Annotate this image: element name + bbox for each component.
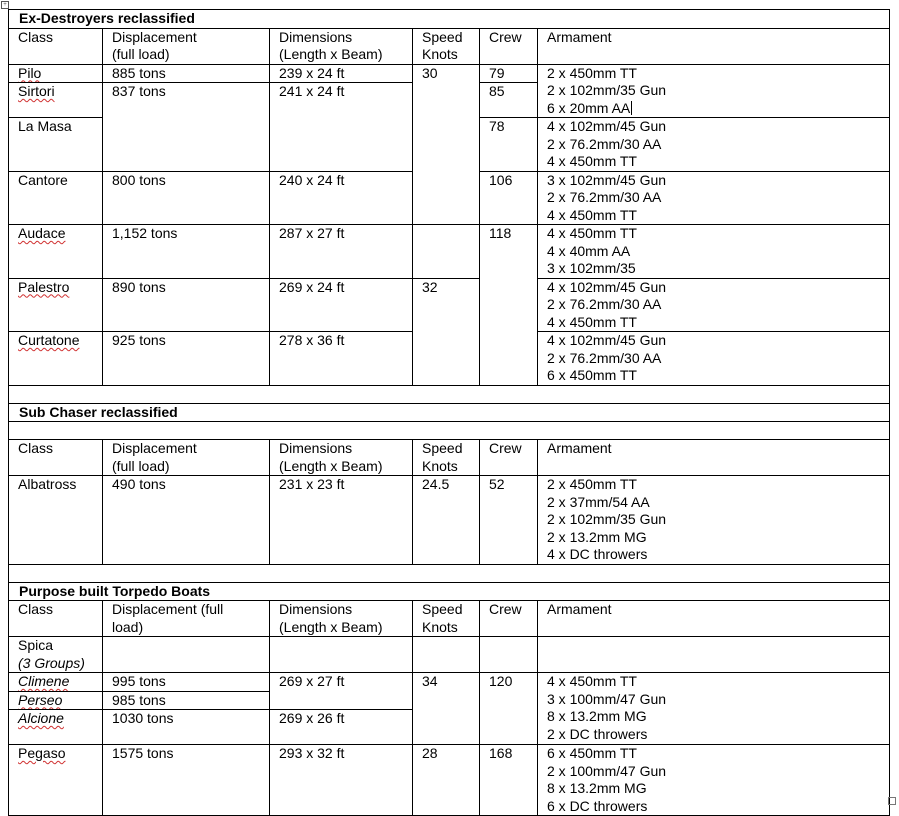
spacer-cell: [9, 385, 890, 403]
class-cell: Cantore: [9, 171, 103, 225]
class-cell: Curtatone: [9, 332, 103, 386]
section-title-destroyers: Ex-Destroyers reclassified: [9, 10, 890, 29]
crew-cell: 79: [480, 64, 538, 83]
table-row: [9, 225, 890, 279]
dimensions-cell: [270, 637, 413, 673]
speed-cell: 30: [413, 64, 480, 225]
armament-cell: [538, 637, 890, 673]
header-armament: Armament: [538, 440, 890, 476]
class-cell: Climene: [9, 673, 103, 692]
section-row-subchaser: [9, 403, 890, 422]
table-row: [9, 637, 890, 673]
crew-cell: 85: [480, 83, 538, 118]
class-cell: Sirtori: [9, 83, 103, 118]
class-cell: La Masa: [9, 118, 103, 172]
header-class: Class: [9, 440, 103, 476]
header-crew: Crew: [480, 28, 538, 64]
crew-cell: 118: [480, 225, 538, 386]
dimensions-cell: 239 x 24 ft: [270, 64, 413, 83]
class-cell: Alcione: [9, 710, 103, 745]
class-cell: Perseo: [9, 691, 103, 710]
header-row-torpedo: [9, 601, 890, 637]
speed-cell: [413, 637, 480, 673]
displacement-cell: 800 tons: [103, 171, 270, 225]
table-row: [9, 64, 890, 83]
speed-cell: 28: [413, 745, 480, 816]
armament-cell: 4 x 450mm TT 4 x 40mm AA 3 x 102mm/35: [538, 225, 890, 279]
displacement-cell: 837 tons: [103, 83, 270, 172]
header-displacement: Displacement (full load): [103, 601, 270, 637]
header-dimensions: Dimensions (Length x Beam): [270, 440, 413, 476]
displacement-cell: 490 tons: [103, 476, 270, 565]
class-cell: Pilo: [9, 64, 103, 83]
class-cell: Spica (3 Groups): [9, 637, 103, 673]
text-cursor: [631, 101, 632, 115]
header-displacement: Displacement (full load): [103, 28, 270, 64]
displacement-cell: 1,152 tons: [103, 225, 270, 279]
section-title-subchaser: Sub Chaser reclassified: [9, 403, 890, 422]
armament-cell: 6 x 450mm TT 2 x 100mm/47 Gun 8 x 13.2mm MG 6 x DC throwers: [538, 745, 890, 816]
header-speed: Speed Knots: [413, 28, 480, 64]
speed-cell: [413, 225, 480, 279]
class-cell: Palestro: [9, 278, 103, 332]
crew-cell: 52: [480, 476, 538, 565]
spacer-cell: [9, 564, 890, 582]
header-row-subchaser: [9, 440, 890, 476]
table-row: [9, 278, 890, 332]
armament-cell: 4 x 450mm TT 3 x 100mm/47 Gun 8 x 13.2mm MG 2 x DC throwers: [538, 673, 890, 745]
spacer-row: [9, 422, 890, 440]
dimensions-cell: 287 x 27 ft: [270, 225, 413, 279]
displacement-cell: 985 tons: [103, 691, 270, 710]
speed-cell: 34: [413, 673, 480, 745]
crew-cell: 106: [480, 171, 538, 225]
armament-cell: 3 x 102mm/45 Gun 2 x 76.2mm/30 AA 4 x 450mm TT: [538, 171, 890, 225]
header-dimensions: Dimensions (Length x Beam): [270, 601, 413, 637]
displacement-cell: 1030 tons: [103, 710, 270, 745]
table-row: [9, 745, 890, 816]
header-dimensions: Dimensions (Length x Beam): [270, 28, 413, 64]
table-row: [9, 476, 890, 565]
spacer-row: [9, 564, 890, 582]
armament-cell: 4 x 102mm/45 Gun 2 x 76.2mm/30 AA 4 x 450mm TT: [538, 118, 890, 172]
spacer-row: [9, 385, 890, 403]
speed-cell: 24.5: [413, 476, 480, 565]
displacement-cell: 925 tons: [103, 332, 270, 386]
table-move-handle[interactable]: +: [1, 1, 9, 9]
armament-cell: 4 x 102mm/45 Gun 2 x 76.2mm/30 AA 4 x 450mm TT: [538, 278, 890, 332]
speed-cell: 32: [413, 278, 480, 385]
dimensions-cell: 269 x 26 ft: [270, 710, 413, 745]
class-cell: Albatross: [9, 476, 103, 565]
crew-cell: 78: [480, 118, 538, 172]
displacement-cell: [103, 637, 270, 673]
header-class: Class: [9, 28, 103, 64]
header-row-destroyers: [9, 28, 890, 64]
header-speed: Speed Knots: [413, 440, 480, 476]
crew-cell: [480, 637, 538, 673]
header-crew: Crew: [480, 440, 538, 476]
section-row-torpedo: [9, 582, 890, 601]
crew-cell: 168: [480, 745, 538, 816]
header-armament: Armament: [538, 601, 890, 637]
spacer-cell: [9, 422, 890, 440]
header-class: Class: [9, 601, 103, 637]
table-row: [9, 673, 890, 692]
dimensions-cell: 269 x 24 ft: [270, 278, 413, 332]
dimensions-cell: 241 x 24 ft: [270, 83, 413, 172]
header-armament: Armament: [538, 28, 890, 64]
armament-cell: 4 x 102mm/45 Gun 2 x 76.2mm/30 AA 6 x 450mm TT: [538, 332, 890, 386]
dimensions-cell: 278 x 36 ft: [270, 332, 413, 386]
displacement-cell: 995 tons: [103, 673, 270, 692]
armament-cell: 2 x 450mm TT 2 x 37mm/54 AA 2 x 102mm/35 Gun 2 x 13.2mm MG 4 x DC throwers: [538, 476, 890, 565]
crew-cell: 120: [480, 673, 538, 745]
header-speed: Speed Knots: [413, 601, 480, 637]
displacement-cell: 885 tons: [103, 64, 270, 83]
dimensions-cell: 240 x 24 ft: [270, 171, 413, 225]
armament-cell: 2 x 450mm TT 2 x 102mm/35 Gun 6 x 20mm AA: [538, 64, 890, 118]
class-cell: Pegaso: [9, 745, 103, 816]
header-crew: Crew: [480, 601, 538, 637]
displacement-cell: 1575 tons: [103, 745, 270, 816]
class-cell: Audace: [9, 225, 103, 279]
dimensions-cell: 293 x 32 ft: [270, 745, 413, 816]
displacement-cell: 890 tons: [103, 278, 270, 332]
dimensions-cell: 231 x 23 ft: [270, 476, 413, 565]
dimensions-cell: 269 x 27 ft: [270, 673, 413, 710]
section-row-destroyers: [9, 10, 890, 29]
section-title-torpedo: Purpose built Torpedo Boats: [9, 582, 890, 601]
header-displacement: Displacement (full load): [103, 440, 270, 476]
ship-classes-table: [8, 9, 890, 816]
